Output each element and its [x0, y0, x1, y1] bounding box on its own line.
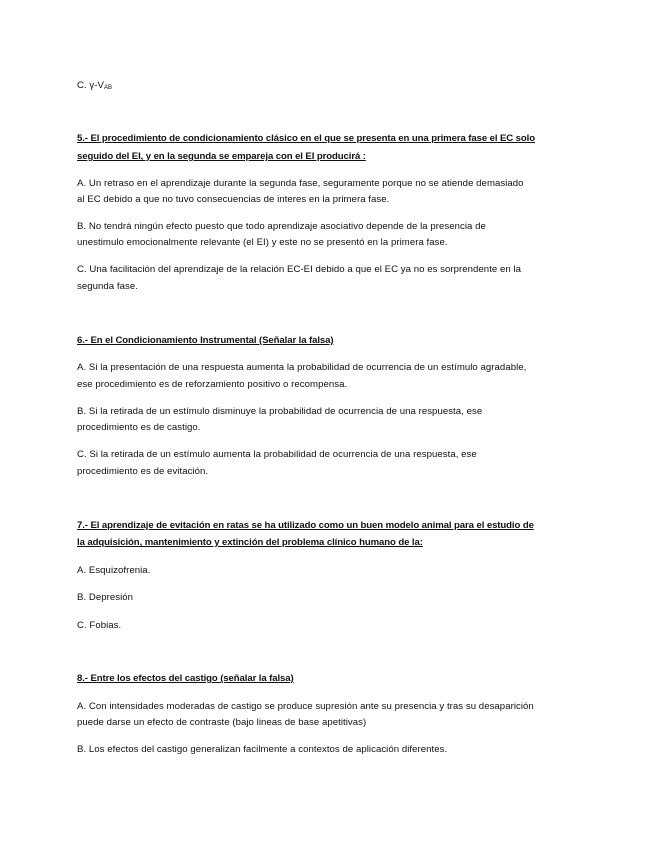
question-5-option-b-line-1: B. No tendrá ningún efecto puesto que todo aprendizaje asociativo depende de la presencia de [77, 221, 486, 232]
question-6-option-b-line-1: B. Si la retirada de un estímulo disminuye la probabilidad de ocurrencia de una respuesta, ese [77, 406, 483, 417]
question-8-option-a-line-2: puede darse un efecto de contraste (bajo lineas de base apetitivas) [77, 717, 367, 728]
question-5-title-line-1: 5.- El procedimiento de condicionamiento clásico en el que se presenta en una primera fase el EC solo [77, 133, 535, 144]
option-c-gamma [77, 80, 112, 94]
question-5-option-a-line-2: al EC debido a que no tuvo consecuencias de interes en la primera fase. [77, 194, 390, 205]
question-5-option-c-line-2: segunda fase. [77, 281, 138, 292]
question-6-option-a-line-1: A. Si la presentación de una respuesta aumenta la probabilidad de ocurrencia de un estímulo agradable, [77, 362, 527, 373]
question-8-title: 8.- Entre los efectos del castigo (señalar la falsa) [77, 673, 294, 684]
question-7-option-a: A. Esquizofrenia. [77, 565, 151, 576]
question-5-title-line-2: seguido del EI, y en la segunda se empareja con el EI producirá : [77, 151, 366, 162]
question-7-title-line-1: 7.- El aprendizaje de evitación en ratas se ha utilizado como un buen modelo animal para el estudio de [77, 520, 534, 531]
question-5-option-a-line-1: A. Un retraso en el aprendizaje durante la segunda fase, seguramente porque no se atiende demasiado [77, 178, 524, 189]
question-8-option-a-line-1: A. Con intensidades moderadas de castigo se produce supresión ante su presencia y tras su desaparición [77, 701, 534, 712]
question-6-option-c-line-1: C. Si la retirada de un estímulo aumenta la probabilidad de ocurrencia de una respuesta, ese [77, 449, 477, 460]
question-6-option-b-line-2: procedimiento es de castigo. [77, 422, 201, 433]
question-7-option-b: B. Depresión [77, 592, 134, 603]
question-7-option-c: C. Fobias. [77, 620, 122, 631]
question-6-option-a-line-2: ese procedimiento es de reforzamiento positivo o recompensa. [77, 379, 348, 390]
question-7-title-line-2: la adquisición, mantenimiento y extinción del problema clínico humano de la: [77, 537, 423, 548]
question-5-option-b-line-2: unestimulo emocionalmente relevante (el EI) y este no se presentó en la primera fase. [77, 237, 448, 248]
option-c-gamma-subscript: AB [103, 85, 113, 91]
question-5-option-c-line-1: C. Una facilitación del aprendizaje de la relación EC-EI debido a que el EC ya no es sorprendente en la [77, 264, 522, 275]
question-6-option-c-line-2: procedimiento es de evitación. [77, 466, 209, 477]
option-c-gamma-text: C. γ-V [77, 80, 104, 91]
question-8-option-b: B. Los efectos del castigo generalizan facilmente a contextos de aplicación diferentes. [77, 744, 448, 755]
question-6-title: 6.- En el Condicionamiento Instrumental (Señalar la falsa) [77, 335, 334, 346]
